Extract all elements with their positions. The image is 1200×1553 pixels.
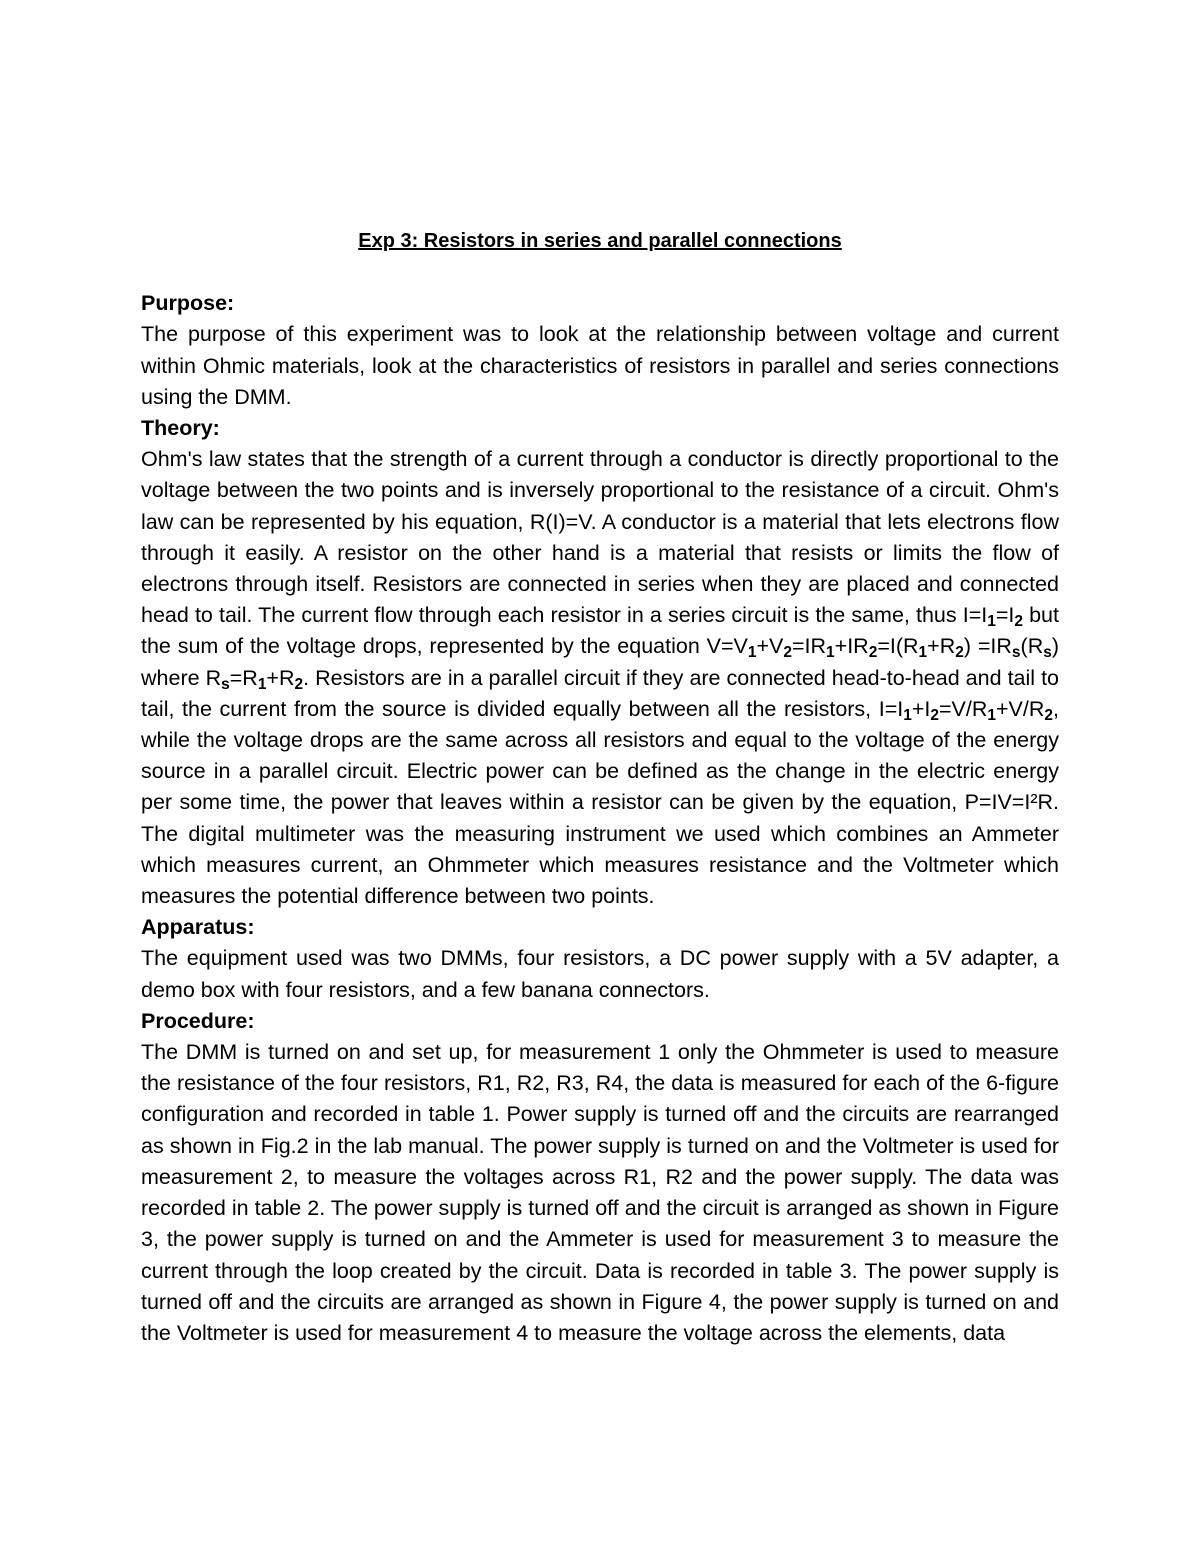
document-title: Exp 3: Resistors in series and parallel connections <box>358 230 842 252</box>
apparatus-heading: Apparatus: <box>141 915 255 940</box>
purpose-heading: Purpose: <box>141 291 235 316</box>
theory-heading: Theory: <box>141 416 220 441</box>
purpose-text: The purpose of this experiment was to look at the relationship between voltage and current within Ohmic materials, look at the characteristics of resistors in parallel and series connections using the DMM. <box>141 322 1059 409</box>
procedure-text: The DMM is turned on and set up, for measurement 1 only the Ohmmeter is used to measure the resistance of the four resistors, R1, R2, R3, R4, the data is measured for each of the 6-figure configuration and recorded in table 1. Power supply is turned off and the circuits are rearranged as shown in Fig.2 in the lab manual. The power supply is turned on and the Voltmeter is used for measurement 2, to measure the voltages across R1, R2 and the power supply. The data was recorded in table 2. The power supply is turned off and the circuit is arranged as shown in Figure 3, the power supply is turned on and the Ammeter is used for measurement 3 to measure the current through the loop created by the circuit. Data is recorded in table 3. The power supply is turned off and the circuits are arranged as shown in Figure 4, the power supply is turned on and the Voltmeter is used for measurement 4 to measure the voltage across the elements, data <box>141 1040 1059 1345</box>
procedure-heading: Procedure: <box>141 1008 255 1033</box>
theory-text: Ohm's law states that the strength of a current through a conductor is directly proportional to the voltage between the two points and is inversely proportional to the resistance of a circuit. Ohm's law can be represented by his equation, R(I)=V. A conductor is a material that lets electrons flow through it easily. A resistor on the other hand is a material that resists or limits the flow of electrons through itself. Resistors are connected in series when they are placed and connected head to tail. The current flow through each resistor in a series circuit is the same, thus $I=I_1=I_2$ but the sum of the voltage drops, represented by the equation $V=V_1+V_2=IR_1+IR_2=I(R_1+R_2) =IR_s(R_s)$ where $R_s=R_1+R_2$. Resistors are in a parallel circuit if they are connected head-to-head and tail to tail, the current from the source is divided equally between all the resistors, $I=I_1+I_2=V/R_1+V/R_2$, while the voltage drops are the same across all resistors and equal to the voltage of the energy source in a parallel circuit. Electric power can be defined as the change in the electric energy per some time, the power that leaves within a resistor can be given by the equation, P=IV=I²R. The digital multimeter was the measuring instrument we used which combines an Ammeter which measures current, an Ohmmeter which measures resistance and the Voltmeter which measures the potential difference between two points. <box>141 447 1059 909</box>
document-page <box>141 226 1059 1349</box>
apparatus-text: The equipment used was two DMMs, four resistors, a DC power supply with a 5V adapter, a demo box with four resistors, and a few banana connectors. <box>141 946 1059 1002</box>
